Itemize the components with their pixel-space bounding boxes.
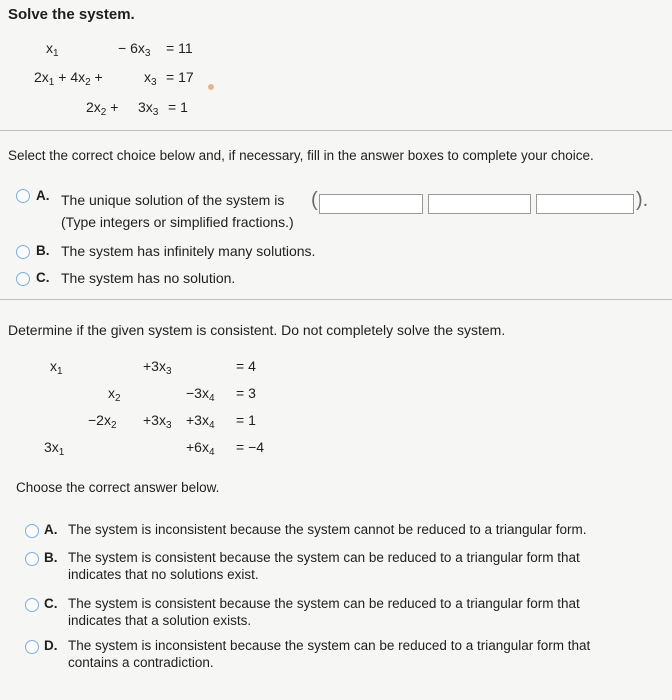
p2-option-d-line1: The system is inconsistent because the system can be reduced to a triangular form that	[68, 638, 591, 653]
p2-option-d-line2: contains a contradiction.	[68, 655, 214, 670]
p2-option-c-line1: The system is consistent because the system can be reduced to a triangular form that	[68, 596, 580, 611]
problem-2-prompt: Choose the correct answer below.	[16, 480, 220, 495]
p2-option-d-letter: D.	[44, 638, 58, 653]
p2-option-c-letter: C.	[44, 596, 58, 611]
option-a-text: The unique solution of the system is	[61, 192, 285, 208]
p2-radio-option-d[interactable]	[25, 640, 39, 654]
p2-eq1-rhs: = 4	[236, 358, 256, 374]
p2-eq3-rhs: = 1	[236, 412, 256, 428]
p2-eq3-b: $-2x_2$	[88, 412, 117, 431]
p2-radio-option-c[interactable]	[25, 598, 39, 612]
problem-1-panel	[0, 0, 672, 131]
p2-eq1-a: $x_1$	[50, 358, 63, 377]
eq1-rhs: = 11	[166, 40, 193, 56]
eq1-term1: $x_1$	[46, 40, 59, 59]
eq1-term3: − $6x_3$	[118, 40, 151, 59]
answer-box-2[interactable]	[428, 194, 531, 214]
radio-option-c[interactable]	[16, 272, 30, 286]
problem-1-prompt: Select the correct choice below and, if necessary, fill in the answer boxes to complete your choice.	[8, 148, 594, 163]
p2-option-a-line1: The system is inconsistent because the system cannot be reduced to a triangular form.	[68, 522, 587, 537]
p2-eq2-d: $-3x_4$	[186, 385, 215, 404]
option-a-letter: A.	[36, 188, 50, 203]
problem-2-title: Determine if the given system is consistent. Do not completely solve the system.	[8, 322, 506, 338]
eq2-terms: $2x_1 + 4x_2$ +	[34, 69, 103, 88]
p2-eq2-rhs: = 3	[236, 385, 256, 401]
p2-option-b-line2: indicates that no solutions exist.	[68, 567, 259, 582]
right-paren: ).	[636, 189, 649, 211]
p2-eq4-d: $+6x_4$	[186, 439, 215, 458]
eq2-term3: $x_3$	[144, 69, 157, 88]
p2-eq3-c: $+3x_3$	[143, 412, 172, 431]
option-c-letter: C.	[36, 270, 50, 285]
answer-box-3[interactable]	[536, 194, 634, 214]
option-c-text: The system has no solution.	[61, 270, 236, 286]
eq3-term3: $3x_3$	[138, 99, 159, 118]
p2-eq4-a: $3x_1$	[44, 439, 65, 458]
p2-eq2-b: $x_2$	[108, 385, 121, 404]
problem-2-panel	[0, 300, 672, 700]
radio-option-b[interactable]	[16, 245, 30, 259]
eq3-rhs: = 1	[168, 99, 188, 115]
p2-eq1-c: $+3x_3$	[143, 358, 172, 377]
cursor-dot	[208, 84, 214, 90]
p2-eq3-d: $+3x_4$	[186, 412, 215, 431]
p2-radio-option-b[interactable]	[25, 552, 39, 566]
p2-option-b-letter: B.	[44, 550, 58, 565]
radio-option-a[interactable]	[16, 189, 30, 203]
option-a-note: (Type integers or simplified fractions.)	[61, 214, 294, 230]
option-b-text: The system has infinitely many solutions.	[61, 243, 316, 259]
p2-option-b-line1: The system is consistent because the system can be reduced to a triangular form that	[68, 550, 580, 565]
problem-1-title: Solve the system.	[8, 6, 135, 23]
p2-eq4-rhs: = −4	[236, 439, 265, 455]
p2-option-a-letter: A.	[44, 522, 58, 537]
answer-box-1[interactable]	[319, 194, 423, 214]
problem-1-answer-panel	[0, 131, 672, 300]
p2-radio-option-a[interactable]	[25, 524, 39, 538]
p2-option-c-line2: indicates that a solution exists.	[68, 613, 252, 628]
option-b-letter: B.	[36, 243, 50, 258]
eq2-rhs: = 17	[166, 69, 194, 85]
eq3-term2: $2x_2$ +	[86, 99, 119, 118]
left-paren: (	[311, 189, 318, 211]
